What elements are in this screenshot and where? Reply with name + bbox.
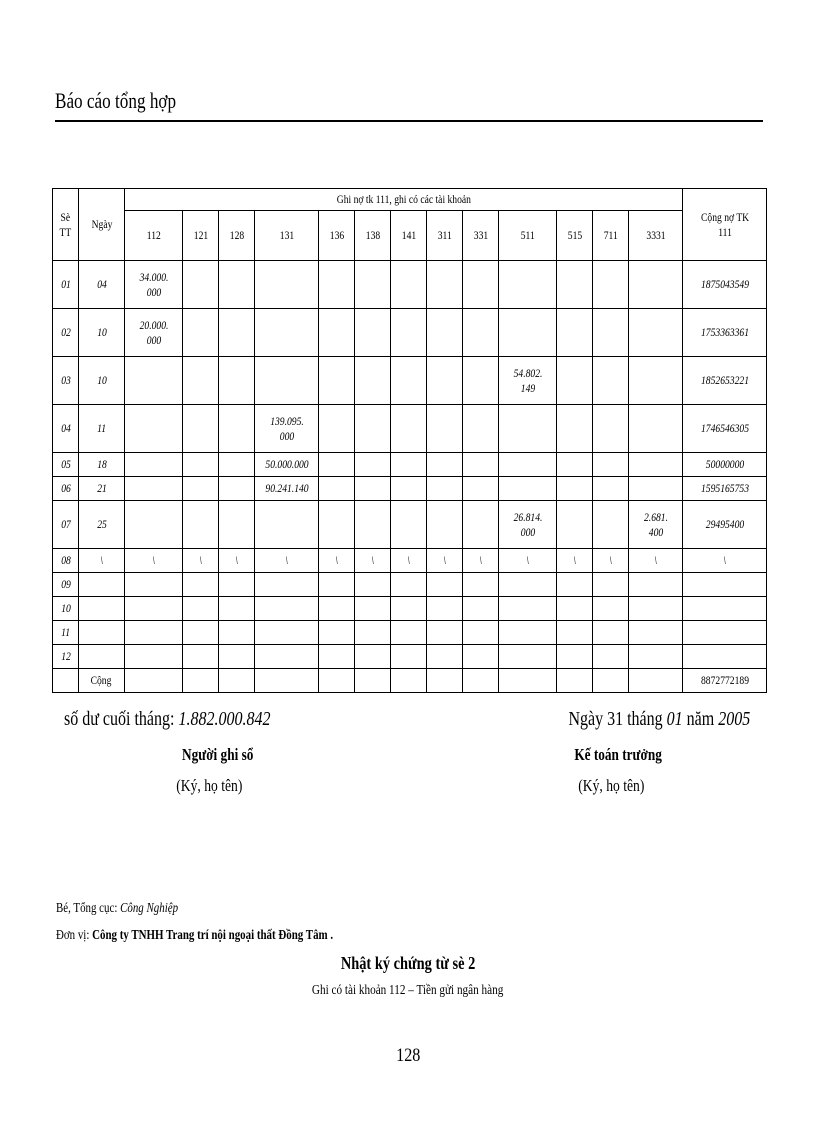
cell-amount — [255, 645, 319, 669]
cell-amount — [499, 669, 557, 693]
cell-amount — [219, 573, 255, 597]
cell-amount — [319, 669, 355, 693]
cell-amount — [319, 501, 355, 549]
cell-amount — [183, 645, 219, 669]
date-year: 2005 — [718, 708, 750, 730]
cell-amount — [593, 669, 629, 693]
cell-amount — [427, 669, 463, 693]
col-header-account: 3331 — [629, 211, 683, 261]
page-header-title: Báo cáo tổng hợp — [55, 88, 177, 113]
cell-amount — [463, 501, 499, 549]
cell-amount — [319, 357, 355, 405]
cell-amount — [255, 309, 319, 357]
cell-amount — [557, 453, 593, 477]
cell-amount — [391, 453, 427, 477]
sum-total: 8872772189 — [683, 669, 767, 693]
cell-amount — [391, 309, 427, 357]
table-row — [53, 477, 767, 501]
closing-balance — [64, 708, 270, 731]
cell-amount — [593, 645, 629, 669]
sum-label: Cộng — [79, 669, 125, 693]
cell-amount — [355, 477, 391, 501]
cell-amount — [355, 621, 391, 645]
cell-amount: \ — [629, 549, 683, 573]
cell-stt: 07 — [53, 501, 79, 549]
col-header-account: 138 — [355, 211, 391, 261]
cell-amount — [183, 597, 219, 621]
cell-stt: 10 — [53, 597, 79, 621]
cell-amount — [391, 405, 427, 453]
cell-ngay — [79, 573, 125, 597]
table-row — [53, 309, 767, 357]
signature-right-title: Kế toán trưởng — [574, 745, 662, 764]
cell-amount — [557, 501, 593, 549]
cell-amount — [219, 669, 255, 693]
table-row — [53, 645, 767, 669]
cell-amount — [629, 621, 683, 645]
cell-amount — [183, 477, 219, 501]
cell-amount: \ — [183, 549, 219, 573]
cell-amount — [183, 621, 219, 645]
cell-amount — [355, 357, 391, 405]
cell-amount — [391, 477, 427, 501]
cell-amount — [219, 405, 255, 453]
table-row — [53, 621, 767, 645]
cell-amount — [593, 453, 629, 477]
cell-total: 1852653221 — [683, 357, 767, 405]
cell-stt: 05 — [53, 453, 79, 477]
cell-amount — [391, 669, 427, 693]
cell-amount: \ — [355, 549, 391, 573]
cell-amount — [593, 477, 629, 501]
col-header-account: 515 — [557, 211, 593, 261]
cell-amount — [255, 357, 319, 405]
cell-total: 1746546305 — [683, 405, 767, 453]
cell-amount — [499, 261, 557, 309]
cell-amount — [319, 405, 355, 453]
cell-amount — [593, 309, 629, 357]
col-header-account: 112 — [125, 211, 183, 261]
cell-ngay — [79, 597, 125, 621]
cell-amount — [629, 669, 683, 693]
cell-amount — [557, 309, 593, 357]
footer-ministry-value: Công Nghiệp — [120, 901, 179, 916]
cell-amount — [557, 261, 593, 309]
cell-ngay — [79, 621, 125, 645]
report-date — [568, 708, 750, 731]
table-row — [53, 549, 767, 573]
cell-amount — [319, 597, 355, 621]
cell-amount — [629, 597, 683, 621]
date-month: 01 — [666, 708, 683, 730]
cell-amount — [219, 597, 255, 621]
cell-amount — [255, 669, 319, 693]
cell-amount — [557, 573, 593, 597]
cell-amount — [125, 597, 183, 621]
cell-amount — [355, 645, 391, 669]
cell-amount — [557, 477, 593, 501]
cell-ngay: \ — [79, 549, 125, 573]
cell-amount — [183, 357, 219, 405]
cell-amount — [557, 357, 593, 405]
cell-amount — [125, 669, 183, 693]
col-header-account: 131 — [255, 211, 319, 261]
footer-ministry — [56, 901, 178, 917]
col-header-account: 511 — [499, 211, 557, 261]
cell-amount — [629, 573, 683, 597]
col-header-account: 141 — [391, 211, 427, 261]
cell-amount — [629, 453, 683, 477]
closing-balance-label: số dư cuối tháng: — [64, 708, 175, 730]
cell-amount — [629, 477, 683, 501]
cell-amount — [219, 453, 255, 477]
cell-amount — [355, 405, 391, 453]
cell-stt: 09 — [53, 573, 79, 597]
cell-amount — [557, 405, 593, 453]
cell-ngay: 10 — [79, 309, 125, 357]
cell-total: \ — [683, 549, 767, 573]
table-row — [53, 261, 767, 309]
cell-amount — [499, 597, 557, 621]
cell-amount — [183, 573, 219, 597]
cell-amount: 20.000. 000 — [125, 309, 183, 357]
cell-amount — [125, 621, 183, 645]
col-header-account: 311 — [427, 211, 463, 261]
cell-amount — [125, 645, 183, 669]
ledger-header — [53, 189, 767, 261]
cell-amount — [593, 405, 629, 453]
cell-total: 29495400 — [683, 501, 767, 549]
closing-balance-value: 1.882.000.842 — [178, 708, 271, 730]
cell-amount — [427, 309, 463, 357]
date-prefix: Ngày 31 tháng — [568, 708, 663, 730]
table-row — [53, 405, 767, 453]
cell-amount — [463, 669, 499, 693]
cell-amount — [427, 573, 463, 597]
cell-amount — [219, 645, 255, 669]
cell-stt: 12 — [53, 645, 79, 669]
cell-amount — [593, 621, 629, 645]
cell-amount: \ — [125, 549, 183, 573]
table-row — [53, 573, 767, 597]
cell-stt: 03 — [53, 357, 79, 405]
cell-amount — [183, 309, 219, 357]
cell-amount: \ — [319, 549, 355, 573]
cell-amount — [463, 573, 499, 597]
cell-stt: 06 — [53, 477, 79, 501]
cell-total: 1753363361 — [683, 309, 767, 357]
cell-amount — [427, 645, 463, 669]
cell-amount — [463, 621, 499, 645]
cell-amount — [629, 405, 683, 453]
cell-amount — [499, 645, 557, 669]
cell-amount: \ — [391, 549, 427, 573]
cell-amount: \ — [219, 549, 255, 573]
cell-amount — [125, 573, 183, 597]
cell-total — [683, 597, 767, 621]
cell-amount — [125, 477, 183, 501]
cell-amount — [593, 357, 629, 405]
cell-amount — [219, 357, 255, 405]
cell-amount: 50.000.000 — [255, 453, 319, 477]
table-row — [53, 453, 767, 477]
cell-amount — [319, 453, 355, 477]
cell-amount — [593, 261, 629, 309]
cell-amount — [219, 501, 255, 549]
cell-amount — [355, 597, 391, 621]
cell-ngay: 04 — [79, 261, 125, 309]
cell-total: 1595165753 — [683, 477, 767, 501]
cell-amount — [427, 621, 463, 645]
cell-amount — [183, 405, 219, 453]
col-header-account: 711 — [593, 211, 629, 261]
journal-subtitle: Ghi có tài khoản 112 – Tiền gửi ngân hàng — [312, 983, 504, 998]
cell-amount — [557, 597, 593, 621]
signature-left-sub: (Ký, họ tên) — [176, 776, 243, 795]
cell-amount — [125, 501, 183, 549]
ledger-body — [53, 261, 767, 693]
cell-amount: 54.802. 149 — [499, 357, 557, 405]
cell-amount — [319, 261, 355, 309]
signature-left-title: Người ghi sổ — [182, 745, 254, 764]
cell-amount: \ — [255, 549, 319, 573]
cell-amount — [391, 645, 427, 669]
cell-stt: 04 — [53, 405, 79, 453]
cell-amount — [319, 477, 355, 501]
cell-amount — [557, 669, 593, 693]
cell-amount — [499, 477, 557, 501]
footer-unit-label: Đơn vị: — [56, 928, 90, 943]
cell-amount — [183, 501, 219, 549]
cell-amount — [125, 405, 183, 453]
table-row — [53, 597, 767, 621]
cell-amount: 2.681. 400 — [629, 501, 683, 549]
footer-ministry-label: Bé, Tổng cục: — [56, 901, 118, 916]
cell-amount — [319, 645, 355, 669]
cell-amount — [219, 477, 255, 501]
cell-amount — [319, 621, 355, 645]
cell-amount — [125, 453, 183, 477]
col-header-stt: Sè TT — [53, 189, 79, 261]
cell-amount — [355, 501, 391, 549]
cell-amount — [499, 309, 557, 357]
cell-amount — [593, 501, 629, 549]
cell-amount: \ — [499, 549, 557, 573]
cell-amount — [427, 477, 463, 501]
cell-amount: 34.000. 000 — [125, 261, 183, 309]
header-divider — [55, 120, 763, 122]
cell-ngay: 18 — [79, 453, 125, 477]
cell-amount — [629, 309, 683, 357]
cell-stt — [53, 669, 79, 693]
cell-amount — [391, 597, 427, 621]
cell-ngay — [79, 645, 125, 669]
cell-amount — [499, 573, 557, 597]
journal-title: Nhật ký chứng từ sè 2 — [340, 953, 476, 973]
cell-amount — [499, 621, 557, 645]
cell-ngay: 10 — [79, 357, 125, 405]
cell-amount — [463, 405, 499, 453]
cell-amount — [629, 261, 683, 309]
cell-amount — [355, 261, 391, 309]
cell-amount — [355, 453, 391, 477]
footer-unit — [56, 928, 333, 944]
cell-amount — [255, 621, 319, 645]
cell-amount — [319, 309, 355, 357]
cell-amount — [463, 477, 499, 501]
col-header-account: 121 — [183, 211, 219, 261]
cell-total — [683, 645, 767, 669]
cell-amount: 90.241.140 — [255, 477, 319, 501]
cell-amount — [255, 501, 319, 549]
cell-stt: 01 — [53, 261, 79, 309]
cell-amount — [629, 645, 683, 669]
cell-amount — [427, 261, 463, 309]
cell-amount — [427, 357, 463, 405]
cell-stt: 02 — [53, 309, 79, 357]
cell-amount: \ — [463, 549, 499, 573]
cell-amount — [183, 261, 219, 309]
cell-total: 50000000 — [683, 453, 767, 477]
cell-amount — [499, 405, 557, 453]
cell-amount — [427, 597, 463, 621]
cell-amount: 139.095. 000 — [255, 405, 319, 453]
cell-amount — [391, 261, 427, 309]
cell-amount — [557, 621, 593, 645]
col-header-total: Cộng nợ TK 111 — [683, 189, 767, 261]
cell-amount — [463, 597, 499, 621]
cell-stt: 11 — [53, 621, 79, 645]
table-row — [53, 357, 767, 405]
ledger-table — [52, 188, 767, 693]
group-header: Ghi nợ tk 111, ghi có các tài khoản — [125, 189, 683, 211]
cell-amount — [355, 309, 391, 357]
cell-amount — [593, 573, 629, 597]
cell-amount — [355, 669, 391, 693]
col-header-account: 136 — [319, 211, 355, 261]
cell-amount — [255, 573, 319, 597]
cell-amount — [219, 261, 255, 309]
cell-stt: 08 — [53, 549, 79, 573]
cell-amount — [183, 669, 219, 693]
cell-amount — [463, 261, 499, 309]
col-header-account: 331 — [463, 211, 499, 261]
cell-amount — [125, 357, 183, 405]
footer-unit-value: Công ty TNHH Trang trí nội ngoại thất Đồng Tâm . — [92, 928, 334, 943]
cell-amount — [499, 453, 557, 477]
cell-total — [683, 621, 767, 645]
cell-amount — [391, 501, 427, 549]
cell-amount: 26.814. 000 — [499, 501, 557, 549]
signature-right-sub: (Ký, họ tên) — [578, 776, 645, 795]
cell-amount — [219, 621, 255, 645]
date-year-label: năm — [686, 708, 714, 730]
cell-amount: \ — [427, 549, 463, 573]
cell-total: 1875043549 — [683, 261, 767, 309]
cell-amount — [557, 645, 593, 669]
col-header-account: 128 — [219, 211, 255, 261]
cell-ngay: 21 — [79, 477, 125, 501]
cell-total — [683, 573, 767, 597]
table-row-sum — [53, 669, 767, 693]
cell-amount — [255, 597, 319, 621]
cell-amount: \ — [593, 549, 629, 573]
cell-amount — [183, 453, 219, 477]
cell-amount — [463, 453, 499, 477]
cell-amount — [463, 357, 499, 405]
cell-amount — [391, 357, 427, 405]
cell-amount — [427, 501, 463, 549]
cell-amount — [427, 405, 463, 453]
cell-amount — [463, 309, 499, 357]
cell-ngay: 11 — [79, 405, 125, 453]
cell-amount — [255, 261, 319, 309]
cell-amount: \ — [557, 549, 593, 573]
cell-amount — [319, 573, 355, 597]
cell-ngay: 25 — [79, 501, 125, 549]
cell-amount — [219, 309, 255, 357]
page-number: 128 — [395, 1045, 421, 1066]
cell-amount — [463, 645, 499, 669]
col-header-ngay: Ngày — [79, 189, 125, 261]
cell-amount — [391, 573, 427, 597]
table-row — [53, 501, 767, 549]
cell-amount — [629, 357, 683, 405]
cell-amount — [427, 453, 463, 477]
cell-amount — [391, 621, 427, 645]
cell-amount — [593, 597, 629, 621]
cell-amount — [355, 573, 391, 597]
